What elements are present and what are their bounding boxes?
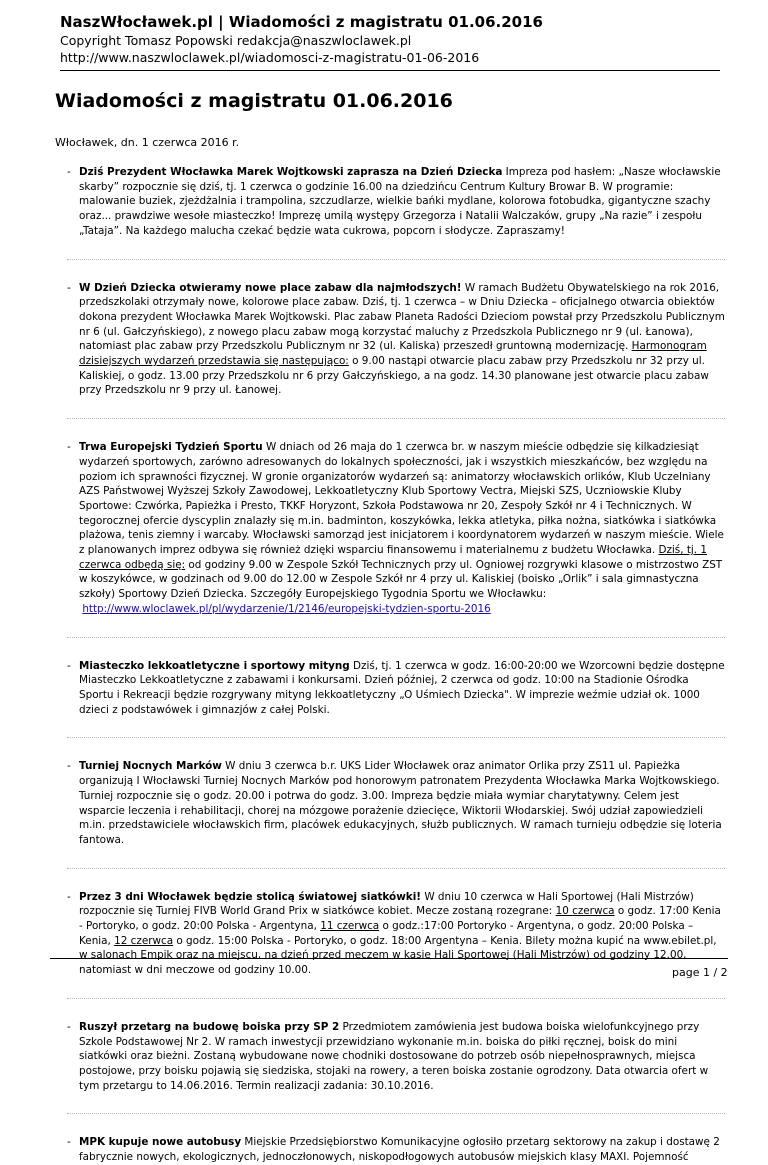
match-date: 10 czerwca: [555, 905, 615, 918]
bullet-dash: -: [67, 890, 71, 903]
header-title: NaszWłocławek.pl | Wiadomości z magistratu 01.06.2016: [60, 13, 543, 31]
bullet-dash: -: [67, 281, 71, 294]
bullet-dash: -: [67, 1020, 71, 1033]
news-item: [55, 165, 725, 239]
event-link[interactable]: http://www.wloclawek.pl/pl/wydarzenie/1/2146/europejski-tydzien-sportu-2016: [82, 602, 491, 615]
news-item: [55, 1020, 725, 1094]
today-heading: Dziś, tj. 1 czerwca odbędą się:: [79, 544, 707, 571]
header-divider: [60, 70, 720, 71]
item-divider: [67, 737, 725, 738]
news-item-text: Dziś, tj. 1 czerwca w godz. 16:00-20:00 we Wzorcowni będzie dostępne Miasteczko Lekkoatletyczne z zabawami i konkursami. Dzień później, 2 czerwca od godz. 10:00 na Stadionie Ośrodka Sportu i Rekreacji będzie rozgrywany mityng lekkoatletyczny „O Uśmiech Dziecka". W imprezie weźmie udział ok. 1000 dzieci z podstawówek i gimnazjów z całej Polski.: [79, 659, 725, 716]
news-item-text: Przedmiotem zamówienia jest budowa boiska wielofunkcyjnego przy Szkole Podstawowej Nr 2. W ramach inwestycji przewidziano wykonanie m.in. boiska do piłki ręcznej, boisk do mini siatkówki oraz bieżni. Zostaną wybudowane nowe chodniki dostosowane do potrzeb osób niepełnosprawnych, miejsca postojowe, przy boisku pojawią się siedziska, stojaki na rowery, a teren boiska zostanie ogrodzony. Data otwarcia ofert w tym przetargu to 14.06.2016. Termin realizacji zadania: 30.10.2016.: [79, 1020, 709, 1092]
news-item-title: Turniej Nocnych Marków: [79, 760, 222, 773]
news-item-title: Miasteczko lekkoatletyczne i sportowy mityng: [79, 659, 350, 672]
news-item-text: od godziny 9.00 w Zespole Szkół Technicznych przy ul. Ogniowej rozgrywki klasowe o mistrzostwo ZST w koszykówce, w godzinach od 9.00 do 12.00 w Zespole Szkół nr 4 przy ul. Kaliskiej (boisko „Orlik” i sala gimnastyczna szkoły) Sportowy Dzień Dziecka. Szczegóły Europejskiego Tygodnia Sportu we Włocławku:: [79, 558, 723, 601]
news-item-text: W dniach od 26 maja do 1 czerwca br. w naszym mieście odbędzie się kilkadziesiąt wydarzeń sportowych, zarówno adresowanych do lokalnych społeczności, jak i wszystkich mieszkańców, bez względu na poziom ich sprawności fizycznej. W gronie organizatorów wydarzeń są: animatorzy włocławskich orlików, Klub Uczelniany AZS Państwowej Wyższej Szkoły Zawodowej, Lekkoatletyczny Klub Sportowy Vectra, Miejski SZS, Uczniowskie Kluby Sportowe: Czwórka, Papieżka i Presto, TKKF Horyzont, Szkoła Podstawowa nr 20, Zespoły Szkół nr 4 i Technicznych. W tegorocznej ofercie dyscyplin znalazły się m.in. badminton, koszykówka, lekka atletyka, piłka nożna, siatkówka i siatkówka plażowa, tenis ziemny i warcaby. Włocławski samorząd jest inicjatorem i koordynatorem wydarzeń w naszym mieście. Wiele z planowanych imprez odbywa się również dzięki wsparciu finansowemu i materialnemu z budżetu Włocławka.: [79, 441, 724, 557]
news-list: [55, 165, 725, 1165]
bullet-dash: -: [67, 659, 71, 672]
news-item-text: o godz.:17:00 Portoryko - Argentyna, o godz. 20:00 Polska – Kenia,: [79, 920, 694, 947]
news-item-text: Impreza pod hasłem: „Nasze włocławskie skarby” rozpocznie się dziś, tj. 1 czerwca o godzinie 16.00 na dziedzińcu Centrum Kultury Browar B. W programie: malowanie buziek, zjeżdżalnia i trampolina, szczudlarze, wielkie bańki mydlane, kolorowa fotobudka, gigantyczne szachy oraz... prawdziwe wesołe miasteczko! Imprezę umilą występy Grzegorza i Natalii Walczaków, grupy „Na razie” i zespołu „Tataja”. Na każdego malucha czekać będzie wata cukrowa, popcorn i słodycze. Zapraszamy!: [79, 166, 721, 237]
article-title: Wiadomości z magistratu 01.06.2016: [55, 90, 453, 112]
news-item-title: Trwa Europejski Tydzień Sportu: [79, 441, 263, 454]
match-date: 12 czerwca: [114, 934, 174, 947]
news-item: [55, 759, 725, 847]
header-url: http://www.naszwloclawek.pl/wiadomosci-z-magistratu-01-06-2016: [60, 50, 480, 65]
footer-divider: [50, 958, 728, 959]
news-item-title: W Dzień Dziecka otwieramy nowe place zabaw dla najmłodszych!: [79, 281, 462, 294]
item-divider: [67, 418, 725, 419]
item-divider: [67, 998, 725, 999]
bullet-dash: -: [67, 441, 71, 454]
schedule-heading: Harmonogram dzisiejszych wydarzeń przedstawia się następująco:: [79, 340, 707, 368]
news-item-text: W dniu 3 czerwca b.r. UKS Lider Włocławek oraz animator Orlika przy ZS11 ul. Papieżka organizują I Włocławski Turniej Nocnych Marków pod honorowym patronatem Prezydenta Włocławka Marka Wojtkowskiego. Turniej rozpocznie się o godz. 20.00 i potrwa do godz. 3.00. Impreza będzie miała wymiar charytatywny. Celem jest wsparcie leczenia i rehabilitacji, chorej na mózgowe porażenie dziecięce, Wiktorii Włodarskiej. Swój udział zapowiedzieli m.in. przedstawiciele włocławskich firm, placówek edukacyjnych, służb publicznych. W ramach turnieju odbędzie się loteria fantowa.: [79, 760, 722, 846]
item-divider: [67, 637, 725, 638]
news-item: [55, 890, 725, 978]
news-item: [55, 1135, 725, 1164]
match-date: 11 czerwca: [320, 920, 380, 933]
news-item: [55, 440, 725, 616]
news-item-text: o godz. 17:00 Kenia - Portoryko, o godz. 20:00 Polska - Argentyna,: [79, 905, 721, 933]
article-dateline: Włocławek, dn. 1 czerwca 2016 r.: [55, 136, 240, 149]
bullet-dash: -: [67, 166, 71, 178]
item-divider: [67, 1113, 725, 1114]
bullet-dash: -: [67, 760, 71, 773]
news-item-title: Ruszył przetarg na budowę boiska przy SP 2: [79, 1020, 340, 1033]
news-item-text: Miejskie Przedsiębiorstwo Komunikacyjne ogłosiło przetarg sektorowy na zakup i dostawę 2 fabrycznie nowych, ekologicznych, jednoczłonowych, niskopodłogowych autobusów miejskich klasy MAXI. Pojemność: [79, 1136, 720, 1164]
news-item-text: o 9.00 nastąpi otwarcie placu zabaw przy Przedszkolu nr 32 przy ul. Kaliskiej, o godz. 13.00 przy Przedszkolu nr 6 przy Gałczyńskiego, a na godz. 14.30 planowane jest otwarcie placu zabaw przy Przedszkolu nr 9 przy ul. Łanowej.: [79, 355, 709, 397]
item-divider: [67, 259, 725, 260]
item-divider: [67, 868, 725, 869]
news-item-text: W ramach Budżetu Obywatelskiego na rok 2016, przedszkolaki otrzymały nowe, kolorowe place zabaw. Dziś, tj. 1 czerwca – w Dniu Dziecka – oficjalnego otwarcia obiektów dokona prezydent Włocławka Marek Wojtkowski. Plac zabaw Planeta Radości Dzieciom powstał przy Przedszkolu Publicznym nr 6 (ul. Gałczyńskiego), z nowego placu zabaw mogą korzystać maluchy z Przedszkola Publicznego nr 9 (ul. Łanowa), natomiast plac zabaw przy Przedszkolu Publicznym nr 32 (ul. Kaliska) przeszedł gruntowną modernizację.: [79, 281, 725, 353]
bullet-dash: -: [67, 1136, 71, 1149]
news-item: [55, 281, 725, 399]
news-item-title: Przez 3 dni Włocławek będzie stolicą światowej siatkówki!: [79, 890, 422, 903]
news-item: [55, 659, 725, 718]
page-number: page 1 / 2: [672, 966, 728, 979]
news-item-text: W dniu 10 czerwca w Hali Sportowej (Hali Mistrzów) rozpocznie się Turniej FIVB World Grand Prix w siatkówce kobiet. Mecze zostaną rozegrane:: [79, 890, 694, 918]
news-item-title: MPK kupuje nowe autobusy: [79, 1136, 242, 1149]
header-copyright: Copyright Tomasz Popowski redakcja@naszwloclawek.pl: [60, 33, 412, 48]
news-item-text: o godz. 15:00 Polska - Portoryko, o godz. 18:00 Argentyna – Kenia. Bilety można kupić na www.ebilet.pl, w salonach Empik oraz na miejscu, na dzień przed meczem w kasie Hali Sportowej (Hali Mistrzów) od godziny 12.00, natomiast w dni meczowe od godziny 10.00.: [79, 934, 717, 977]
document-header: [60, 12, 720, 66]
news-item-title: Dziś Prezydent Włocławka Marek Wojtkowski zaprasza na Dzień Dziecka: [79, 166, 503, 178]
